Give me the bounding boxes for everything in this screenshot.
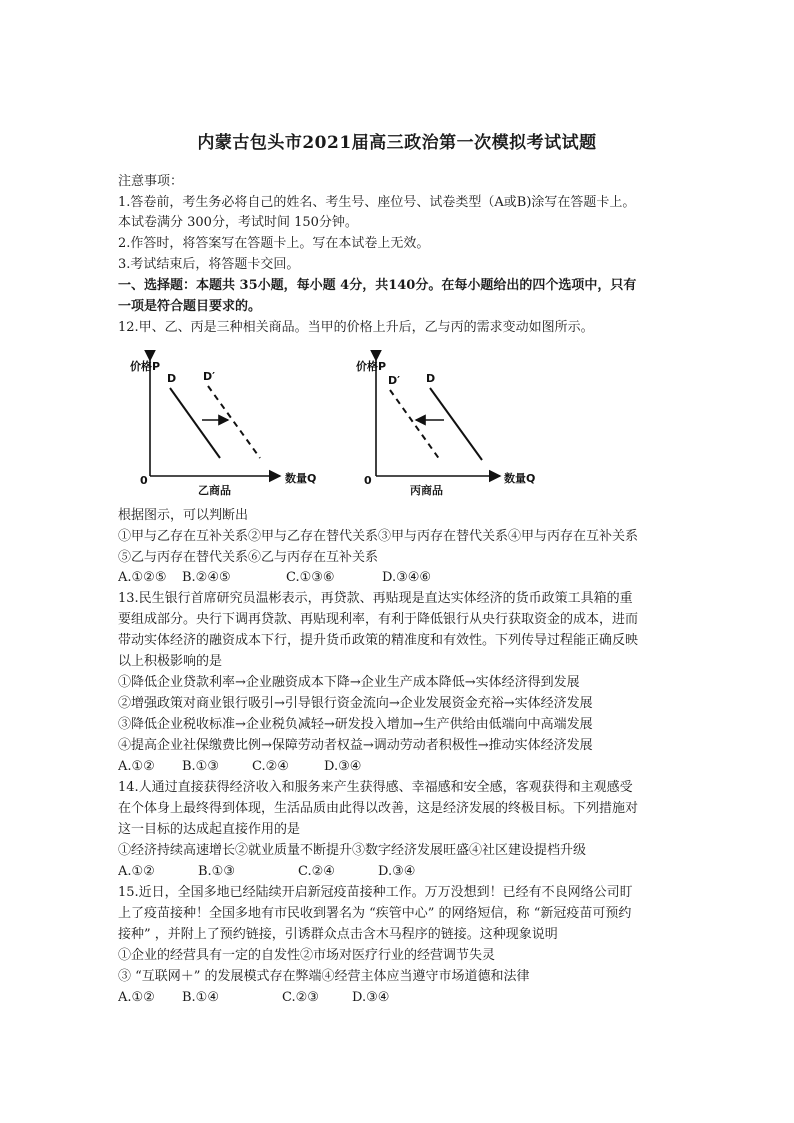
q15-option-line-2: ③ “互联网＋” 的发展模式存在弊端④经营主体应当遵守市场道德和法律 bbox=[118, 969, 530, 984]
right-curve-dprime bbox=[390, 390, 440, 460]
q13-line-2: 要组成部分。央行下调再贷款、再贴现利率，有利于降低银行从央行获取资金的成本，进而 bbox=[118, 612, 639, 627]
right-curve-dprime-label: D′ bbox=[388, 374, 401, 387]
q15-line-2: 上了疫苗接种！全国多地有市民收到署名为 “疾管中心” 的网络短信，称 “新冠疫苗可预约 bbox=[118, 906, 632, 921]
q13-choice-d[interactable]: D.③④ bbox=[324, 759, 362, 774]
section-heading-line1: 一、选择题：本题共 35小题，每小题 4分，共140分。在每小题给出的四个选项中，只有 bbox=[118, 278, 637, 293]
q12-choice-d[interactable]: D.③④⑥ bbox=[382, 570, 432, 585]
q15-choice-c[interactable]: C.②③ bbox=[282, 990, 319, 1005]
left-curve-dprime bbox=[208, 386, 260, 458]
q13-line-1: 13.民生银行首席研究员温彬表示，再贷款、再贴现是直达实体经济的货币政策工具箱的重 bbox=[118, 591, 633, 606]
q14-line-3: 这一目标的达成起直接作用的是 bbox=[118, 822, 301, 837]
q12-options-line2: ⑤乙与丙存在替代关系⑥乙与丙存在互补关系 bbox=[118, 550, 379, 565]
notice-item-2: 2.作答时，将答案写在答题卡上。写在本试卷上无效。 bbox=[118, 236, 430, 251]
q14-choice-b[interactable]: B.①③ bbox=[198, 864, 235, 879]
q13-choice-a[interactable]: A.①② bbox=[118, 759, 155, 774]
q13-choice-c[interactable]: C.②④ bbox=[252, 759, 289, 774]
q15-line-1: 15.近日，全国多地已经陆续开启新冠疫苗接种工作。万万没想到！已经有不良网络公司盯 bbox=[118, 885, 633, 900]
q13-option-3: ③降低企业税收标准→企业税负减轻→研发投入增加→生产供给由低端向中高端发展 bbox=[118, 717, 593, 732]
q14-options: ①经济持续高速增长②就业质量不断提升③数字经济发展旺盛④社区建设提档升级 bbox=[118, 843, 587, 858]
q14-line-1: 14.人通过直接获得经济收入和服务来产生获得感、幸福感和安全感，客观获得和主观感受 bbox=[118, 780, 633, 795]
q15-line-3: 接种” ，并附上了预约链接，引诱群众点击含木马程序的链接。这种现象说明 bbox=[118, 927, 558, 942]
exam-title: 内蒙古包头市2021届高三政治第一次模拟考试试题 bbox=[197, 133, 597, 153]
q12-choice-c[interactable]: C.①③⑥ bbox=[286, 570, 335, 585]
left-origin: 0 bbox=[140, 474, 148, 487]
q13-line-3: 带动实体经济的融资成本下行，提升货币政策的精准度和有效性。下列传导过程能正确反映 bbox=[118, 633, 639, 648]
left-curve-d bbox=[170, 388, 220, 458]
q13-option-2: ②增强政策对商业银行吸引→引导银行资金流向→企业发展资金充裕→实体经济发展 bbox=[118, 696, 593, 711]
q13-choices bbox=[118, 757, 683, 777]
q14-line-2: 在个体身上最终得到体现，生活品质由此得以改善，这是经济发展的终极目标。下列措施对 bbox=[118, 801, 639, 816]
q12-choice-b[interactable]: B.②④⑤ bbox=[182, 570, 231, 585]
right-curve-d-label: D bbox=[426, 372, 436, 385]
right-x-axis-label: 数量Q bbox=[504, 472, 536, 485]
left-x-axis-label: 数量Q bbox=[285, 472, 317, 485]
left-curve-dprime-label: D′ bbox=[203, 370, 216, 383]
right-curve-d bbox=[430, 388, 482, 460]
q13-option-4: ④提高企业社保缴费比例→保障劳动者权益→调动劳动者积极性→推动实体经济发展 bbox=[118, 738, 593, 753]
q12-options-line1: ①甲与乙存在互补关系②甲与乙存在替代关系③甲与丙存在替代关系④甲与丙存在互补关系 bbox=[118, 529, 639, 544]
q13-choice-b[interactable]: B.①③ bbox=[182, 759, 219, 774]
graph-left bbox=[130, 359, 316, 497]
q15-choice-d[interactable]: D.③④ bbox=[352, 990, 390, 1005]
right-caption: 丙商品 bbox=[410, 484, 443, 497]
q14-choice-d[interactable]: D.③④ bbox=[378, 864, 416, 879]
q12-prompt: 根据图示，可以判断出 bbox=[118, 508, 249, 523]
q15-choice-a[interactable]: A.①② bbox=[118, 990, 155, 1005]
q14-choices bbox=[118, 862, 683, 882]
left-curve-d-label: D bbox=[167, 372, 177, 385]
notice-item-1: 1.答卷前，考生务必将自己的姓名、考生号、座位号、试卷类型（A或B)涂写在答题卡上。 bbox=[118, 195, 636, 210]
graph-right bbox=[356, 359, 535, 497]
q14-choice-c[interactable]: C.②④ bbox=[298, 864, 335, 879]
q12-choices bbox=[118, 568, 683, 588]
q15-choice-b[interactable]: B.①④ bbox=[182, 990, 219, 1005]
notice-item-1-cont: 本试卷满分 300分，考试时间 150分钟。 bbox=[118, 215, 358, 230]
q12-choice-a[interactable]: A.①②⑤ bbox=[118, 570, 167, 585]
right-y-axis-label: 价格P bbox=[356, 360, 387, 373]
section-heading-line2: 一项是符合题目要求的。 bbox=[118, 299, 262, 314]
q15-choices bbox=[118, 988, 683, 1008]
left-caption: 乙商品 bbox=[198, 484, 231, 497]
notice-item-3: 3.考试结束后，将答题卡交回。 bbox=[118, 257, 300, 272]
q15-option-line-1: ①企业的经营具有一定的自发性②市场对医疗行业的经营调节失灵 bbox=[118, 948, 496, 963]
right-origin: 0 bbox=[364, 474, 372, 487]
q13-option-1: ①降低企业贷款利率→企业融资成本下降→企业生产成本降低→实体经济得到发展 bbox=[118, 675, 580, 690]
left-y-axis-label: 价格P bbox=[130, 360, 161, 373]
notice-heading: 注意事项： bbox=[118, 174, 184, 189]
q13-line-4: 以上积极影响的是 bbox=[118, 654, 223, 669]
q14-choice-a[interactable]: A.①② bbox=[118, 864, 155, 879]
q12-figure bbox=[120, 350, 540, 500]
q12-stem: 12.甲、乙、丙是三种相关商品。当甲的价格上升后，乙与丙的需求变动如图所示。 bbox=[118, 320, 594, 335]
